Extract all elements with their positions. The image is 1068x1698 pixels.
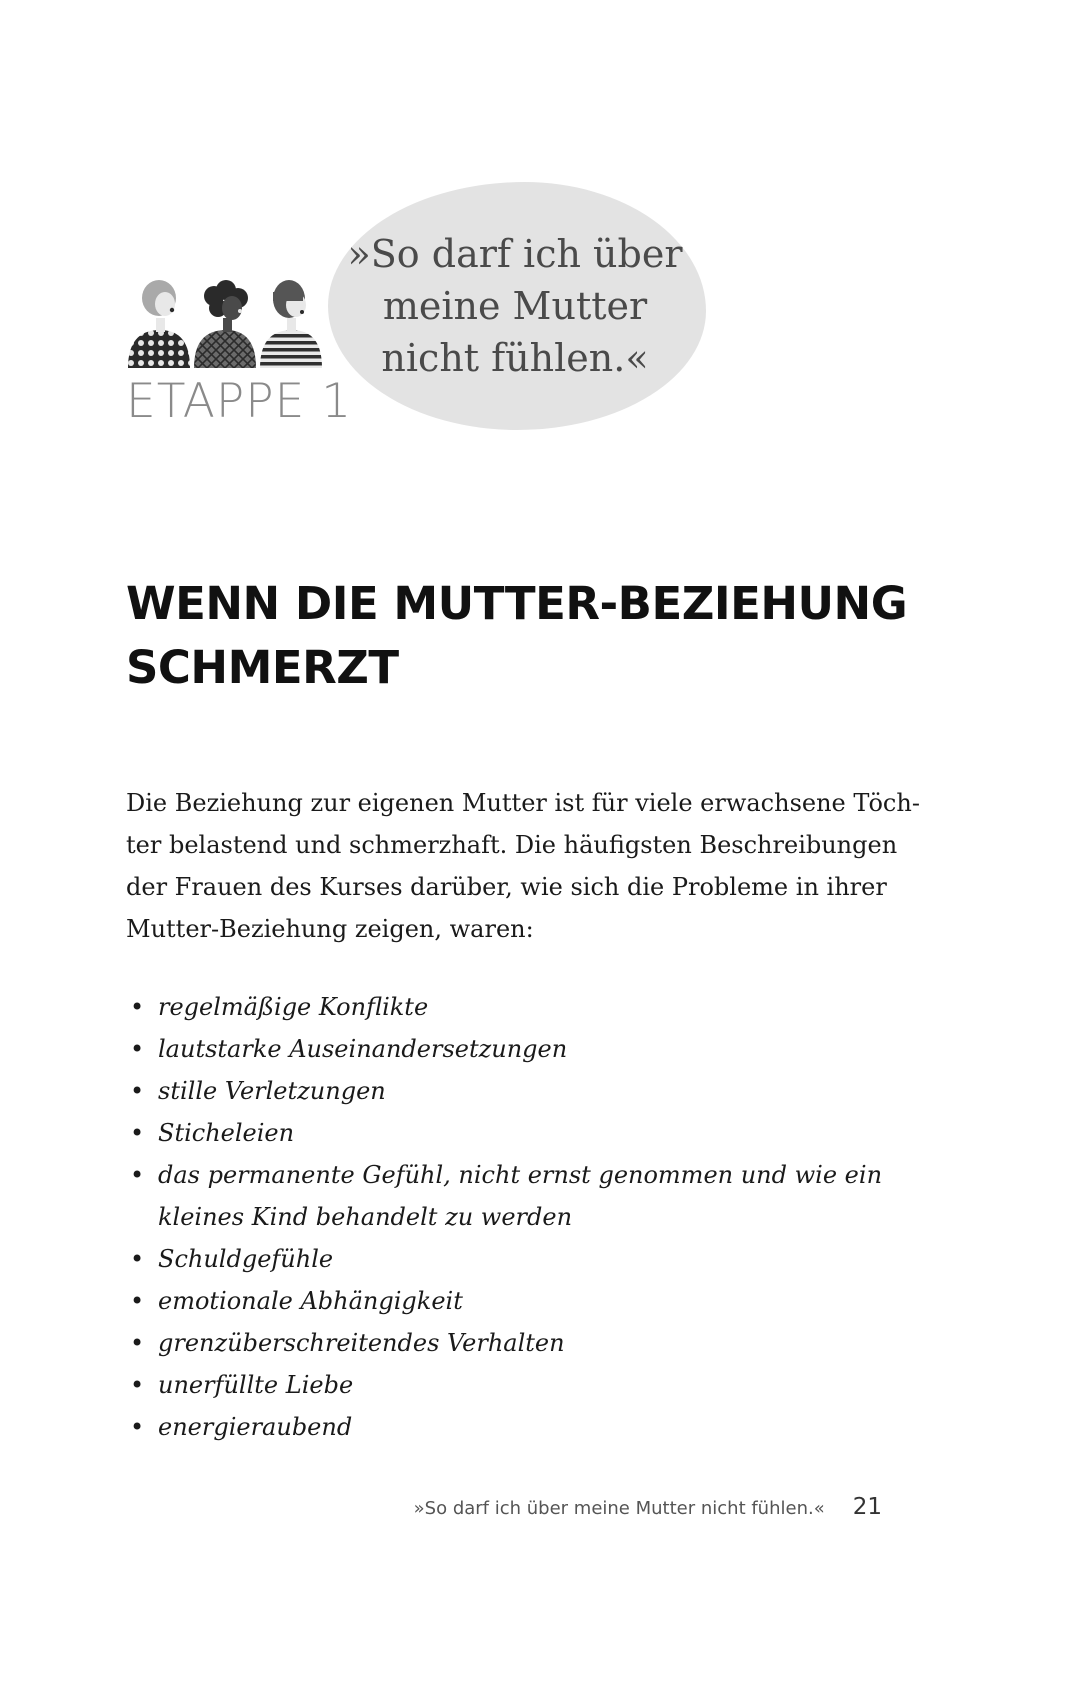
list-item: • unerfüllte Liebe [126,1364,882,1406]
list-item: • stille Verletzungen [126,1070,882,1112]
quote-line: nicht fühlen.« [381,336,649,380]
list-item: • regelmäßige Konflikte [126,986,882,1028]
page-number: 21 [852,1494,882,1520]
quote-line: »So darf ich über [347,232,683,276]
paragraph-line: ter belastend und schmerzhaft. Die häufigsten Beschreibungen [126,831,898,859]
list-item-line: • das permanente Gefühl, nicht ernst genommen und wie ein [158,1161,883,1189]
intro-paragraph [126,782,920,950]
chapter-heading [126,572,946,700]
problem-list [126,986,882,1448]
heading-line: WENN DIE MUTTER-BEZIEHUNG [126,577,908,630]
page-footer [410,1494,882,1520]
list-item: • emotionale Abhängigkeit [126,1280,882,1322]
woman-1-figure [128,280,190,368]
list-item [126,1154,882,1238]
woman-3-figure [260,280,322,368]
heading-line: SCHMERZT [126,641,399,694]
paragraph-line: der Frauen des Kurses darüber, wie sich die Probleme in ihrer [126,873,887,901]
stage-label: ETAPPE 1 [126,374,353,429]
list-item: • energieraubend [126,1406,882,1448]
chapter-quote [340,228,690,384]
list-item: • Sticheleien [126,1112,882,1154]
three-women-illustration [126,278,326,368]
running-title: »So darf ich über meine Mutter nicht fühlen.« [413,1498,825,1519]
paragraph-line: Mutter-Beziehung zeigen, waren: [126,915,534,943]
list-item: • grenzüberschreitendes Verhalten [126,1322,882,1364]
paragraph-line: Die Beziehung zur eigenen Mutter ist für viele erwachsene Töch- [126,789,920,817]
list-item: • lautstarke Auseinandersetzungen [126,1028,882,1070]
woman-2-figure [194,280,256,368]
list-item-line: kleines Kind behandelt zu werden [158,1203,573,1231]
quote-line: meine Mutter [382,284,648,328]
list-item: • Schuldgefühle [126,1238,882,1280]
